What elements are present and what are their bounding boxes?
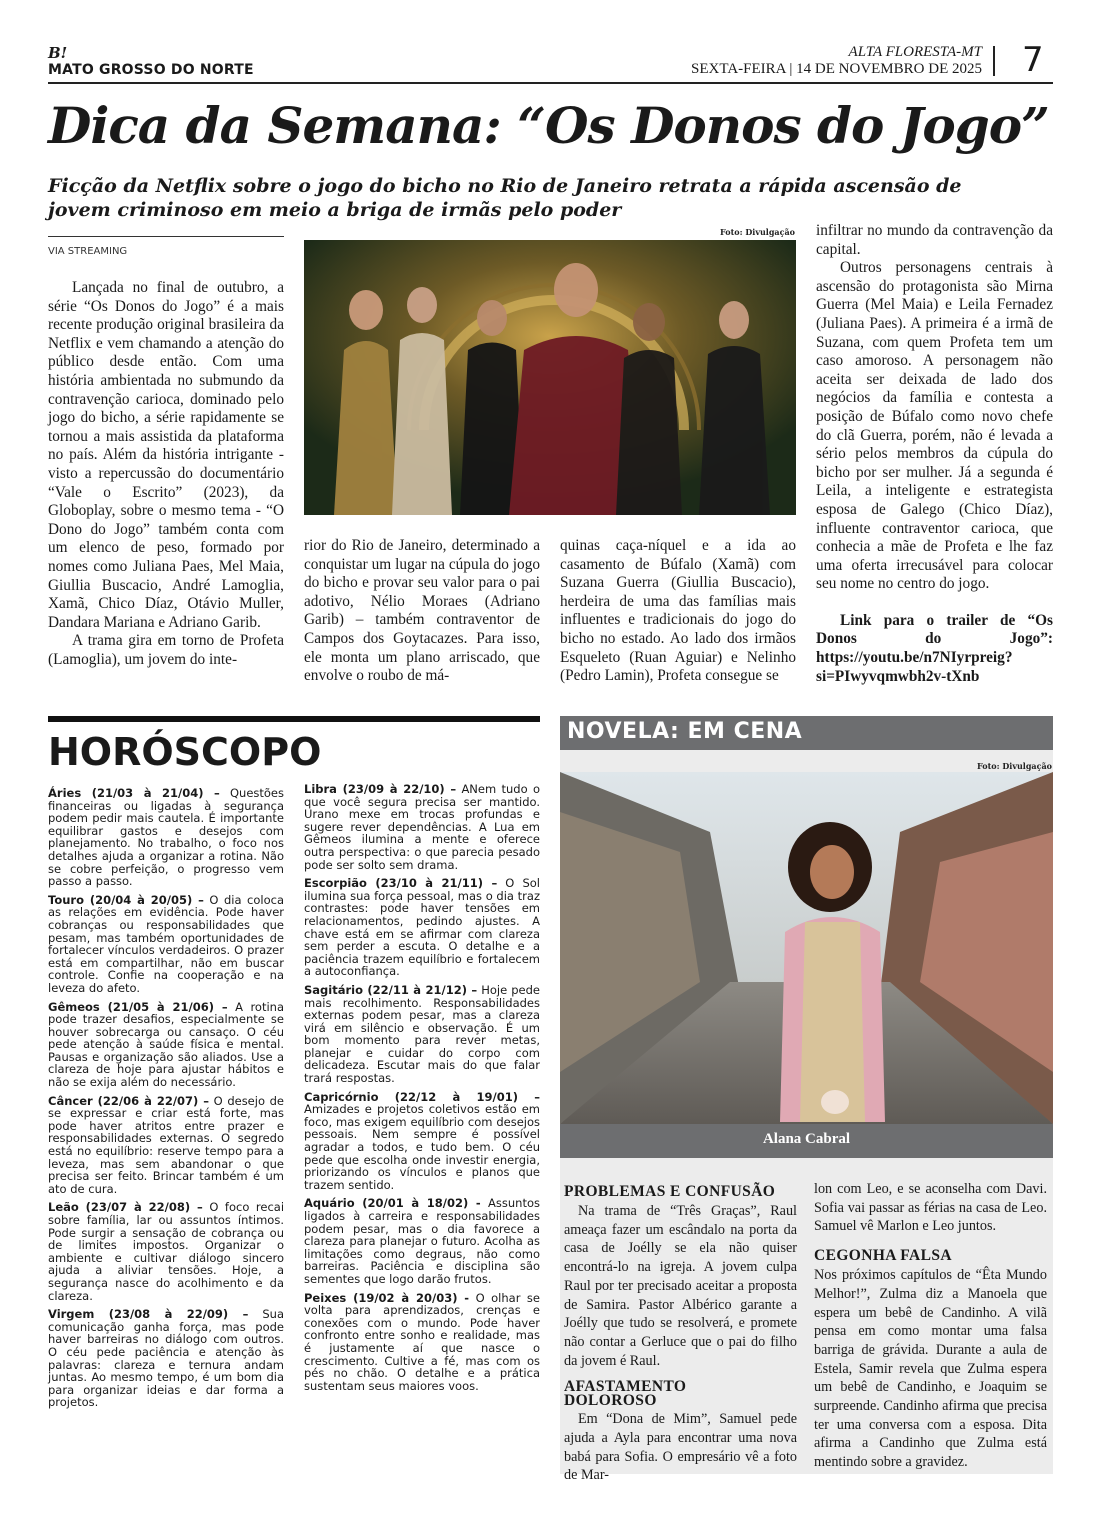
sign-text: O foco recai sobre família, lar ou assuntos íntimos. Pode surgir a sensação de cobrança ou de limites impostos. Organizar o ambiente e cultivar diálogo sincero ajuda a aliviar tensões. Hoje, a segurança nasce do acolhimento e da clareza. [48,1200,285,1303]
city-label: ALTA FLORESTA-MT [848,44,982,60]
header-separator [993,46,995,76]
sign-name: Áries (21/03 à 21/04) – [48,786,220,800]
horoscope-entry [304,984,540,1085]
dateline: SEXTA-FEIRA | 14 DE NOVEMBRO DE 2025 [691,61,982,77]
sign-name: Aquário (20/01 à 18/02) - [304,1196,481,1211]
novela-paragraph: Na trama de “Três Graças”, Raul ameaça fazer um escândalo na porta da casa de Joélly se ela não quiser encontrá-lo na igreja. A jovem culpa Raul por ter precisado aceitar a proposta de Samira. Pastor Albérico garante a Joélly que tudo se resolverá, e promete não contar a Gerluce que o pai do filho da jovem é Raul. [564,1203,797,1369]
header-rule [48,82,1053,84]
sign-name: Gêmeos (21/05 à 21/06) – [48,999,228,1014]
section-name: MATO GROSSO DO NORTE [48,62,254,78]
article-paragraph: rior do Rio de Janeiro, determinado a conquistar um lugar na cúpula do jogo do bicho e provar seu valor para o pai adotivo, Nélio Moraes (Adriano Garib) – também contraventor de Campos dos Goytacazes. Para isso, ele monta um plano arriscado, que envolve o roubo de má- [304,537,540,685]
kicker: VIA STREAMING [48,246,128,257]
horoscope-entry [48,1308,284,1409]
sign-name: Escorpião (23/10 à 21/11) – [304,876,498,891]
horoscope-entry [48,1201,284,1302]
sign-name: Câncer (22/06 à 22/07) – [48,1093,210,1108]
sign-text: O dia coloca as relações em evidência. Pode haver cobranças ou responsabilidades que pesam, mas também oportunidades de fortalecer vínculos verdadeiros. O prazer está em compartilhar, não em buscar controle. Confie na cooperação e na leveza do afeto. [48,892,284,995]
sign-text: A rotina pode trazer desafios, especialmente se houver sobrecarga ou cansaço. O céu pede atenção à saúde física e mental. Pausas e organização são aliados. Use a clareza de hoje para ajustar hábitos e não se exija além do necessário. [48,999,285,1090]
sign-text: Amizades e projetos coletivos estão em foco, mas exigem equilíbrio com desejos pessoais. Nem sempre é possível agradar a todos, e tudo bem. O céu pede que escolha onde investir energia, priorizando os vínculos e planos que trazem sentido. [304,1102,540,1192]
novela-heading: CEGONHA FALSA [814,1247,952,1265]
article-column-3 [560,537,796,686]
horoscope-bar [48,716,540,722]
actress-photo [560,772,1053,1124]
sign-name: Sagitário (22/11 à 21/12) – [304,982,478,997]
sign-text: O olhar se volta para aprendizados, crenças e conexões com o mundo. Pode haver confronto entre sonho e realidade, mas é justamente aí que nasce o crescimento. Cultive a fé, mas com os pés no chão. O detalhe e a prática sustentam seus maiores voos. [304,1290,540,1393]
novela-paragraph: Nos próximos capítulos de “Êta Mundo Melhor!”, Zulma diz a Manoela que espera um bebê de Candinho. A vilã pensa em como montar uma falsa barriga de grávida. Durante a aula de Estela, Samir revela que Zulma espera um bebê de Candinho, e Joaquim se surpreende. Candinho afirma que precisa ter uma conversa com a esposa. Dita afirma a Candinho que Zulma está mentindo sobre a gravidez. [814,1267,1047,1471]
article-paragraph: Outros personagens centrais à ascensão do protagonista são Mirna Guerra (Mel Maia) e Leila Fernadez (Juliana Paes). A primeira é a irmã de Suzana, com quem Profeta tem um caso amoroso. A personagem não aceita ser deixada de lado dos negócios da família e contesta a posição de Búfalo como novo chefe do clã Guerra, porém, não é levada a sério pelos membros da cúpula do bicho por ser mulher. Já a segunda é Leila, a inteligente e estrategista esposa de Galego (Chico Díaz), influente contraventor carioca, que conhecia a mãe de Profeta e lhe faz uma oferta irrecusável para colocar seu nome no centro do jogo. [816,259,1053,593]
article-paragraph: A trama gira em torno de Profeta (Lamoglia), um jovem do inte- [48,632,284,668]
cast-illustration [304,240,796,515]
sign-name: Peixes (19/02 à 20/03) - [304,1290,470,1305]
sign-text: O desejo de se expressar e criar está forte, mas pode haver atritos entre prazer e responsabilidades externas. O segredo está no equilíbrio: reserve tempo para a leveza, mas sem abandonar o que precisa ser feito. Brincar também é um ato de cura. [48,1093,284,1196]
article-paragraph: quinas caça-níquel e a ida ao casamento de Búfalo (Xamã) com Suzana Guerra (Giullia Buscacio), herdeira de uma das famílias mais influentes e tradicionais do jogo do bicho no estado. Ao lado dos irmãos Esqueleto (Ruan Aguiar) e Nelinho (Pedro Lamin), Profeta consegue se [560,537,796,685]
novela-paragraph: lon com Leo, e se aconselha com Davi. Sofia vai passar as férias na casa de Leo. Samuel vê Marlon e Leo juntos. [814,1181,1047,1235]
sign-name: Capricórnio (22/12 à 19/01) – [304,1089,540,1104]
sign-name: Libra (23/09 à 22/10) – [304,782,457,796]
article-column-2 [304,537,540,686]
sign-text: Assuntos ligados à carreira e responsabilidades podem pesar, mas o dia favorece a clareza para planejar o futuro. Acolha as limitações como degraus, não como barreiras. Paciência e disciplina são sementes que logo darão frutos. [304,1196,541,1286]
article-paragraph: Lançada no final de outubro, a série “Os Donos do Jogo” é a mais recente produção original brasileira da Netflix e vem chamando a atenção do público desde então. Com uma história ambientada no submundo da contravenção carioca, dominado pelo jogo do bicho, a série rapidamente se tornou a mais assistida da plataforma no país. Além da história intrigante - visto a repercussão do documentário “Vale o Escrito” (2023), da Globoplay, sobre o mesmo tema - “O Dono do Jogo” também conta com um elenco de peso, formado por nomes como Juliana Paes, Mel Maia, Giullia Buscacio, André Lamoglia, Xamã, Chico Díaz, Otávio Muller, Dandara Mariana e Adriano Garib. [48,279,284,631]
photo-credit: Foto: Divulgação [977,761,1052,771]
horoscope-column-1 [48,787,284,1415]
novela-heading: PROBLEMAS E CONFUSÃO [564,1183,776,1200]
horoscope-entry [48,787,284,888]
horoscope-title: HORÓSCOPO [48,730,322,774]
sign-text: O Sol ilumina sua força pessoal, mas o dia traz contrastes: pode haver tensões em relacionamentos, pedindo ajustes. A chave está em se afirmar com clareza sem perder a escuta. O detalhe e a paciência trazem equilíbrio e fortalecem a autoconfiança. [304,876,540,979]
horoscope-entry [304,1292,540,1393]
horoscope-column-2 [304,783,540,1398]
subheadline: Ficção da Netflix sobre o jogo do bicho no Rio de Janeiro retrata a rápida ascensão de jovem criminoso em meio a briga de irmãs pelo poder [48,175,962,221]
brand-logo: B! [48,44,68,62]
sign-text: ANem tudo o que você segura precisa ser mantido. Urano mexe em trocas profundas e sugere rever dependências. A Lua em Gêmeos ilumina a mente e oferece outra perspectiva: o que parecia pesado pode ser solto sem drama. [304,782,541,872]
horoscope-entry [304,1091,540,1192]
sign-name: Touro (20/04 à 20/05) – [48,892,204,907]
article-paragraph: infiltrar no mundo da contravenção da capital. [816,222,1053,258]
sign-text: Questões financeiras ou ligadas à segurança podem pedir mais cautela. É importante equilibrar gastos e desejos com planejamento. No trabalho, o foco nos detalhes ajuda a organizar a rotina. Não se cobre perfeição, o progresso vem passo a passo. [48,786,285,889]
horoscope-entry [48,1001,284,1089]
novela-column-2 [814,1180,1047,1472]
sign-text: Hoje pede mais recolhimento. Responsabilidades externas podem pesar, mas a clareza virá em silêncio e observação. É um bom momento para rever metas, planejar e cuidar do corpo com delicadeza. Escutar mais do que falar trará respostas. [304,982,540,1086]
novela-heading: AFASTAMENTO DOLOROSO [564,1378,687,1410]
novela-column-1 [564,1180,797,1485]
kicker-rule [48,236,284,237]
article-column-4 [816,222,1053,686]
trailer-link[interactable]: Link para o trailer de “Os Donos do Jogo”: https://youtu.be/n7NIyrpreig?si=PIwyvqmwbh2v-tXnb [816,611,1053,685]
sign-name: Virgem (23/08 à 22/09) – [48,1307,249,1322]
horoscope-entry [304,877,540,978]
sign-text: Sua comunicação ganha força, mas pode haver barreiras no diálogo com outros. O céu pede paciência e atenção às palavras: clareza e ternura andam juntas. Ao mesmo tempo, é um bom dia para organizar ideias e dar forma a projetos. [48,1307,285,1410]
series-cast-photo [304,240,796,515]
photo-caption: Alana Cabral [762,1131,851,1147]
horoscope-entry [304,783,540,871]
horoscope-entry [48,894,284,995]
sign-name: Leão (23/07 à 22/08) – [48,1200,203,1215]
headline: Dica da Semana: “Os Donos do Jogo” [48,96,1049,155]
horoscope-entry [304,1197,540,1285]
page-number: 7 [1022,40,1044,80]
novela-paragraph: Em “Dona de Mim”, Samuel pede ajuda a Ayla para encontrar uma nova babá para Sofia. O empresário vê a foto de Mar- [564,1411,797,1484]
article-column-1 [48,279,284,669]
horoscope-entry [48,1095,284,1196]
novela-title: NOVELA: EM CENA [567,719,803,744]
photo-credit: Foto: Divulgação [720,227,795,237]
street-scene-illustration [560,772,1053,1124]
